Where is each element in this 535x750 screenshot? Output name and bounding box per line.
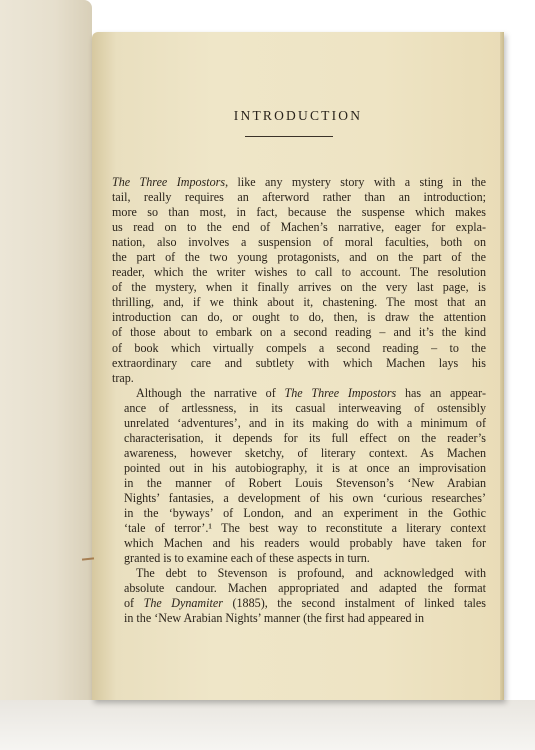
text-span: granted is to examine each of these aspects in turn. [124, 551, 370, 566]
text-span: ance of artlessness, in its casual interweaving of ostensibly [124, 400, 486, 415]
text-line [112, 190, 486, 205]
text-line [112, 401, 486, 416]
text-span: which Machen and his readers would probably have taken for [124, 536, 486, 551]
paragraph [112, 175, 486, 386]
text-line [112, 461, 486, 476]
page-edge [500, 32, 504, 700]
text-line [112, 491, 486, 506]
text-line [112, 581, 486, 596]
text-span: in the ‘byways’ of London, and an experiment in the Gothic [124, 506, 486, 521]
heading-rule [245, 136, 333, 137]
text-line [112, 265, 486, 280]
text-line [112, 386, 486, 401]
text-span: introduction can do, or ought to do, then, is draw the attention [112, 310, 486, 325]
text-span: (1885), the second instalment of linked tales [222, 596, 486, 611]
text-span: absolute candour. Machen appropriated and adapted the format [124, 581, 486, 596]
text-line [112, 205, 486, 220]
text-span: of the mystery, when it finally arrives on the very last page, is [112, 280, 486, 295]
paragraph [112, 386, 486, 567]
text-line [112, 310, 486, 325]
book-page [92, 32, 504, 700]
text-span: of [124, 596, 144, 611]
text-span: Nights’ fantasies, a development of his own ‘curious researches’ [124, 490, 486, 505]
text-line [112, 280, 486, 295]
text-line [112, 446, 486, 461]
text-span: more so than most, in fact, because the suspense which makes [112, 205, 486, 220]
text-line [112, 431, 486, 446]
text-line [112, 566, 486, 581]
text-span: nation, also involves a suspension of moral faculties, both on [112, 235, 486, 250]
text-span: the part of the two young protagonists, and on the part of the [112, 250, 486, 265]
text-span: of book which virtually compels a second reading – to the [112, 340, 486, 355]
text-span: has an appear- [396, 385, 486, 400]
text-span: ‘tale of terror’.¹ The best way to reconstitute a literary context [124, 521, 486, 536]
text-line [112, 536, 486, 551]
text-span: us read on to the end of Machen’s narrative, eager for expla- [112, 220, 486, 235]
book-title-italic: The Three Impostors [284, 385, 397, 400]
table-surface [0, 700, 535, 750]
text-span: thrilling, and, if we think about it, chastening. The most that an [112, 295, 486, 310]
text-line [112, 476, 486, 491]
chapter-heading: INTRODUCTION [233, 108, 363, 123]
text-line [112, 611, 486, 626]
book-title-italic: The Three Impostors [112, 175, 226, 189]
text-line [112, 325, 486, 340]
text-line [112, 371, 486, 386]
text-span: reader, which the writer wishes to call to account. The resolution [112, 265, 486, 280]
text-line [112, 521, 486, 536]
text-line [112, 341, 486, 356]
text-span: in the manner of Robert Louis Stevenson’s ‘New Arabian [124, 475, 486, 490]
book-title-italic: The Dynamiter [143, 596, 223, 611]
text-span: The debt to Stevenson is profound, and acknowledged with [136, 566, 486, 581]
text-line [112, 506, 486, 521]
text-line [112, 356, 486, 371]
text-span: in the ‘New Arabian Nights’ manner (the first had appeared in [124, 611, 424, 626]
paragraph [112, 566, 486, 626]
text-span: trap. [112, 370, 134, 385]
text-line [112, 175, 486, 190]
text-span: unrelated ‘adventures’, and in its making do with a minimum of [124, 415, 486, 430]
text-span: pointed out in his autobiography, it is at once an improvisation [124, 460, 486, 475]
text-span: characterisation, it depends for its full effect on the reader’s [124, 430, 486, 445]
text-span: Although the narrative of [136, 385, 285, 400]
text-line [112, 250, 486, 265]
text-line [112, 551, 486, 566]
text-span: extraordinary care and subtlety with which Machen lays his [112, 355, 486, 370]
text-line [112, 235, 486, 250]
previous-page-edge [0, 0, 92, 750]
text-span: of those about to embark on a second reading – and it’s the kind [112, 325, 486, 340]
text-line [112, 295, 486, 310]
text-line [112, 220, 486, 235]
text-span: , like any mystery story with a sting in the [225, 175, 486, 189]
text-span: tail, really requires an afterword rather than an introduction; [112, 190, 486, 205]
text-line [112, 416, 486, 431]
body-text [112, 175, 486, 626]
text-span: awareness, however sketchy, of literary context. As Machen [124, 445, 486, 460]
text-line [112, 596, 486, 611]
